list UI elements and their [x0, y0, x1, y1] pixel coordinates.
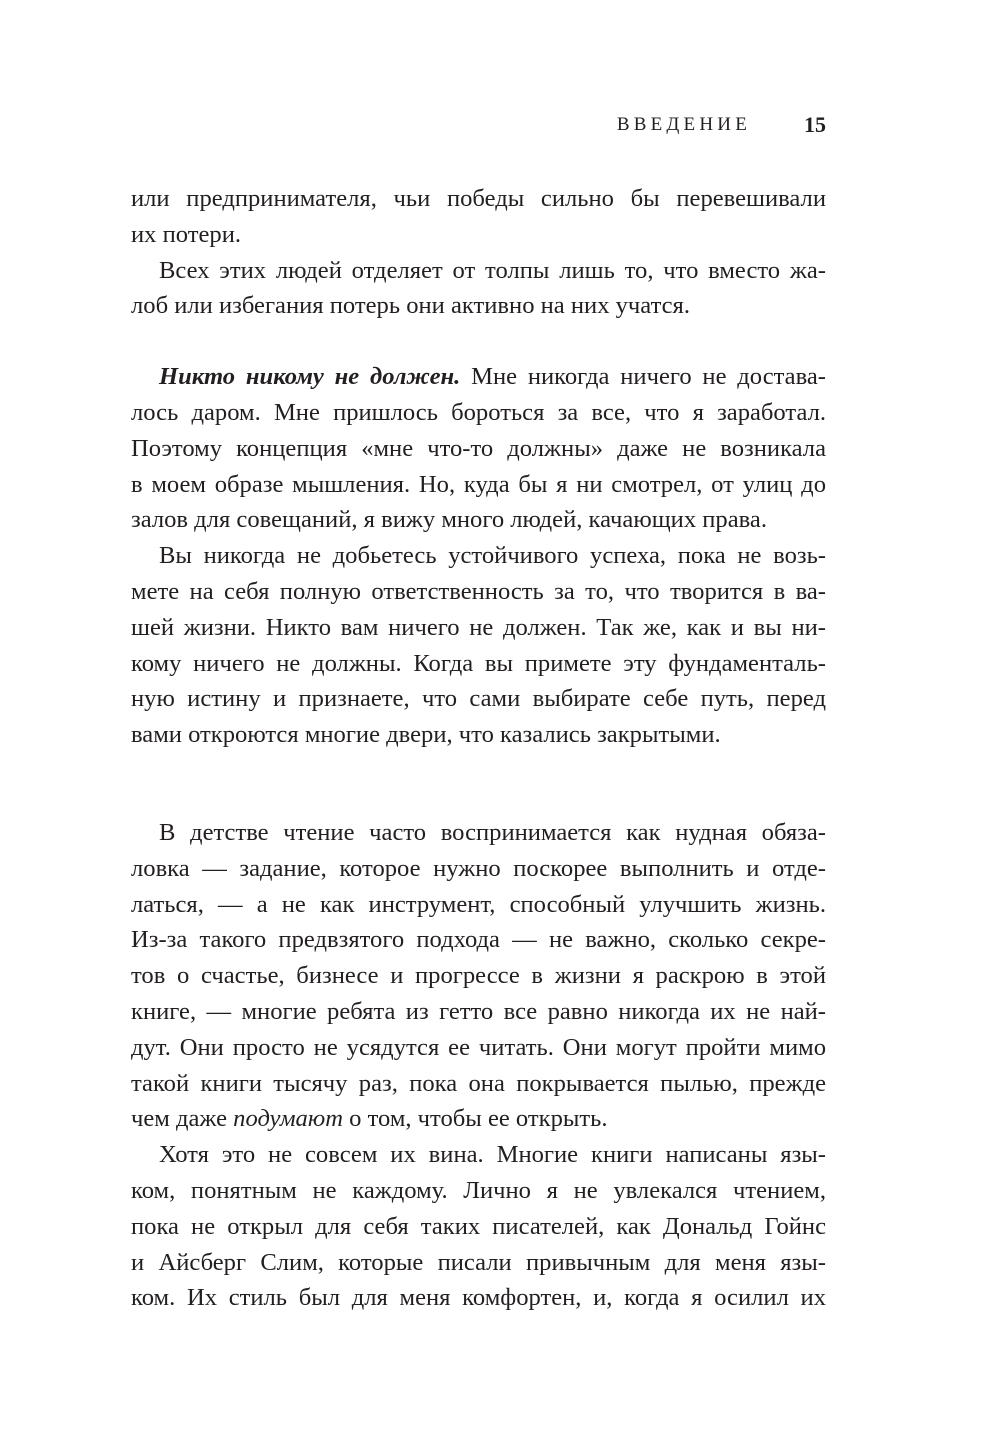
- text-run: шей жизни. Никто вам ничего не должен. Так же, как и вы ни-: [131, 613, 826, 641]
- text-line: [131, 994, 826, 1030]
- text-run: лоб или избегания потерь они активно на них учатся.: [131, 292, 691, 320]
- text-run: Из-за такого предвзятого подхода — не важно, сколько секре-: [131, 926, 826, 954]
- text-run: пока не открыл для себя таких писателей, как Дональд Гойнс: [131, 1212, 826, 1240]
- bold-italic-heading-run: Никто никому не должен.: [159, 363, 461, 391]
- text-line: [131, 395, 826, 431]
- text-run: ком. Их стиль был для меня комфортен, и, когда я осилил их: [131, 1284, 826, 1312]
- text-run: Всех этих людей отделяет от толпы лишь то, что вместо жа-: [159, 256, 826, 284]
- text-run: книге, — многие ребята из гетто все равно никогда их не най-: [131, 997, 826, 1025]
- running-title: ВВЕДЕНИЕ: [616, 114, 751, 135]
- text-run: Поэтому концепция «мне что-то должны» даже не возникала: [131, 434, 826, 462]
- text-run: залов для совещаний, я вижу много людей, качающих права.: [131, 506, 767, 534]
- text-line: [131, 887, 826, 923]
- paragraph: [131, 253, 826, 325]
- text-line: [131, 467, 826, 503]
- text-run: такой книги тысячу раз, пока она покрывается пылью, прежде: [131, 1069, 826, 1097]
- text-line: [131, 502, 826, 538]
- text-line: [131, 646, 826, 682]
- text-line: [131, 538, 826, 574]
- text-line: [131, 574, 826, 610]
- text-run: в моем образе мышления. Но, куда бы я ни смотрел, от улиц до: [131, 470, 826, 498]
- text-run: ком, понятным не каждому. Лично я не увлекался чтением,: [131, 1176, 826, 1204]
- text-line: [131, 359, 826, 395]
- text-line: [131, 815, 826, 851]
- page-header: [0, 112, 826, 142]
- text-run: тов о счастье, бизнесе и прогрессе в жизни я раскрою в этой: [131, 962, 826, 990]
- text-line: [131, 217, 826, 253]
- text-line: [131, 431, 826, 467]
- text-line: [131, 1280, 826, 1316]
- text-line: [131, 181, 826, 217]
- paragraph: [131, 1137, 826, 1316]
- text-line: [131, 717, 826, 753]
- text-run: Хотя это не совсем их вина. Многие книги написаны язы-: [159, 1141, 826, 1169]
- text-line: [131, 253, 826, 289]
- text-run: чем даже: [131, 1105, 234, 1133]
- text-run: латься, — а не как инструмент, способный улучшить жизнь.: [131, 890, 826, 918]
- text-run: их потери.: [131, 220, 242, 248]
- paragraph: [131, 815, 826, 1137]
- text-line: [131, 1066, 826, 1102]
- text-run: Мне никогда ничего не достава-: [460, 363, 826, 391]
- text-line: [131, 958, 826, 994]
- text-run: мете на себя полную ответственность за то, что творится в ва-: [131, 577, 826, 605]
- page-body: [131, 181, 826, 1316]
- text-line: [131, 610, 826, 646]
- text-run: лось даром. Мне пришлось бороться за все, что я заработал.: [131, 398, 826, 426]
- text-line: [131, 1137, 826, 1173]
- italic-emphasis: подумают: [233, 1105, 343, 1133]
- text-run: Вы никогда не добьетесь устойчивого успеха, пока не возь-: [159, 542, 826, 570]
- text-run: о том, чтобы ее открыть.: [342, 1105, 608, 1133]
- text-run: ловка — задание, которое нужно поскорее выполнить и отде-: [131, 854, 826, 882]
- text-line: [131, 922, 826, 958]
- text-run: или предпринимателя, чьи победы сильно бы перевешивали: [131, 185, 826, 212]
- text-line: [131, 1209, 826, 1245]
- text-run: дут. Они просто не усядутся ее читать. Они могут пройти мимо: [131, 1033, 826, 1061]
- text-line: [131, 1245, 826, 1281]
- text-line: [131, 288, 826, 324]
- text-run: вами откроются многие двери, что казались закрытыми.: [131, 721, 721, 749]
- text-line: [131, 1173, 826, 1209]
- paragraph: [131, 538, 826, 753]
- text-line: [131, 681, 826, 717]
- text-run: кому ничего не должны. Когда вы примете эту фундаменталь-: [131, 649, 826, 677]
- paragraph: [131, 181, 826, 253]
- text-run: ную истину и признаете, что сами выбирате себе путь, перед: [131, 685, 826, 713]
- page-number: 15: [804, 112, 826, 137]
- text-run: и Айсберг Слим, которые писали привычным для меня язы-: [131, 1248, 826, 1276]
- text-run: В детстве чтение часто воспринимается как нудная обяза-: [159, 818, 826, 846]
- text-line: [131, 851, 826, 887]
- text-line: [131, 1101, 826, 1137]
- text-line: [131, 1030, 826, 1066]
- paragraph: [131, 359, 826, 538]
